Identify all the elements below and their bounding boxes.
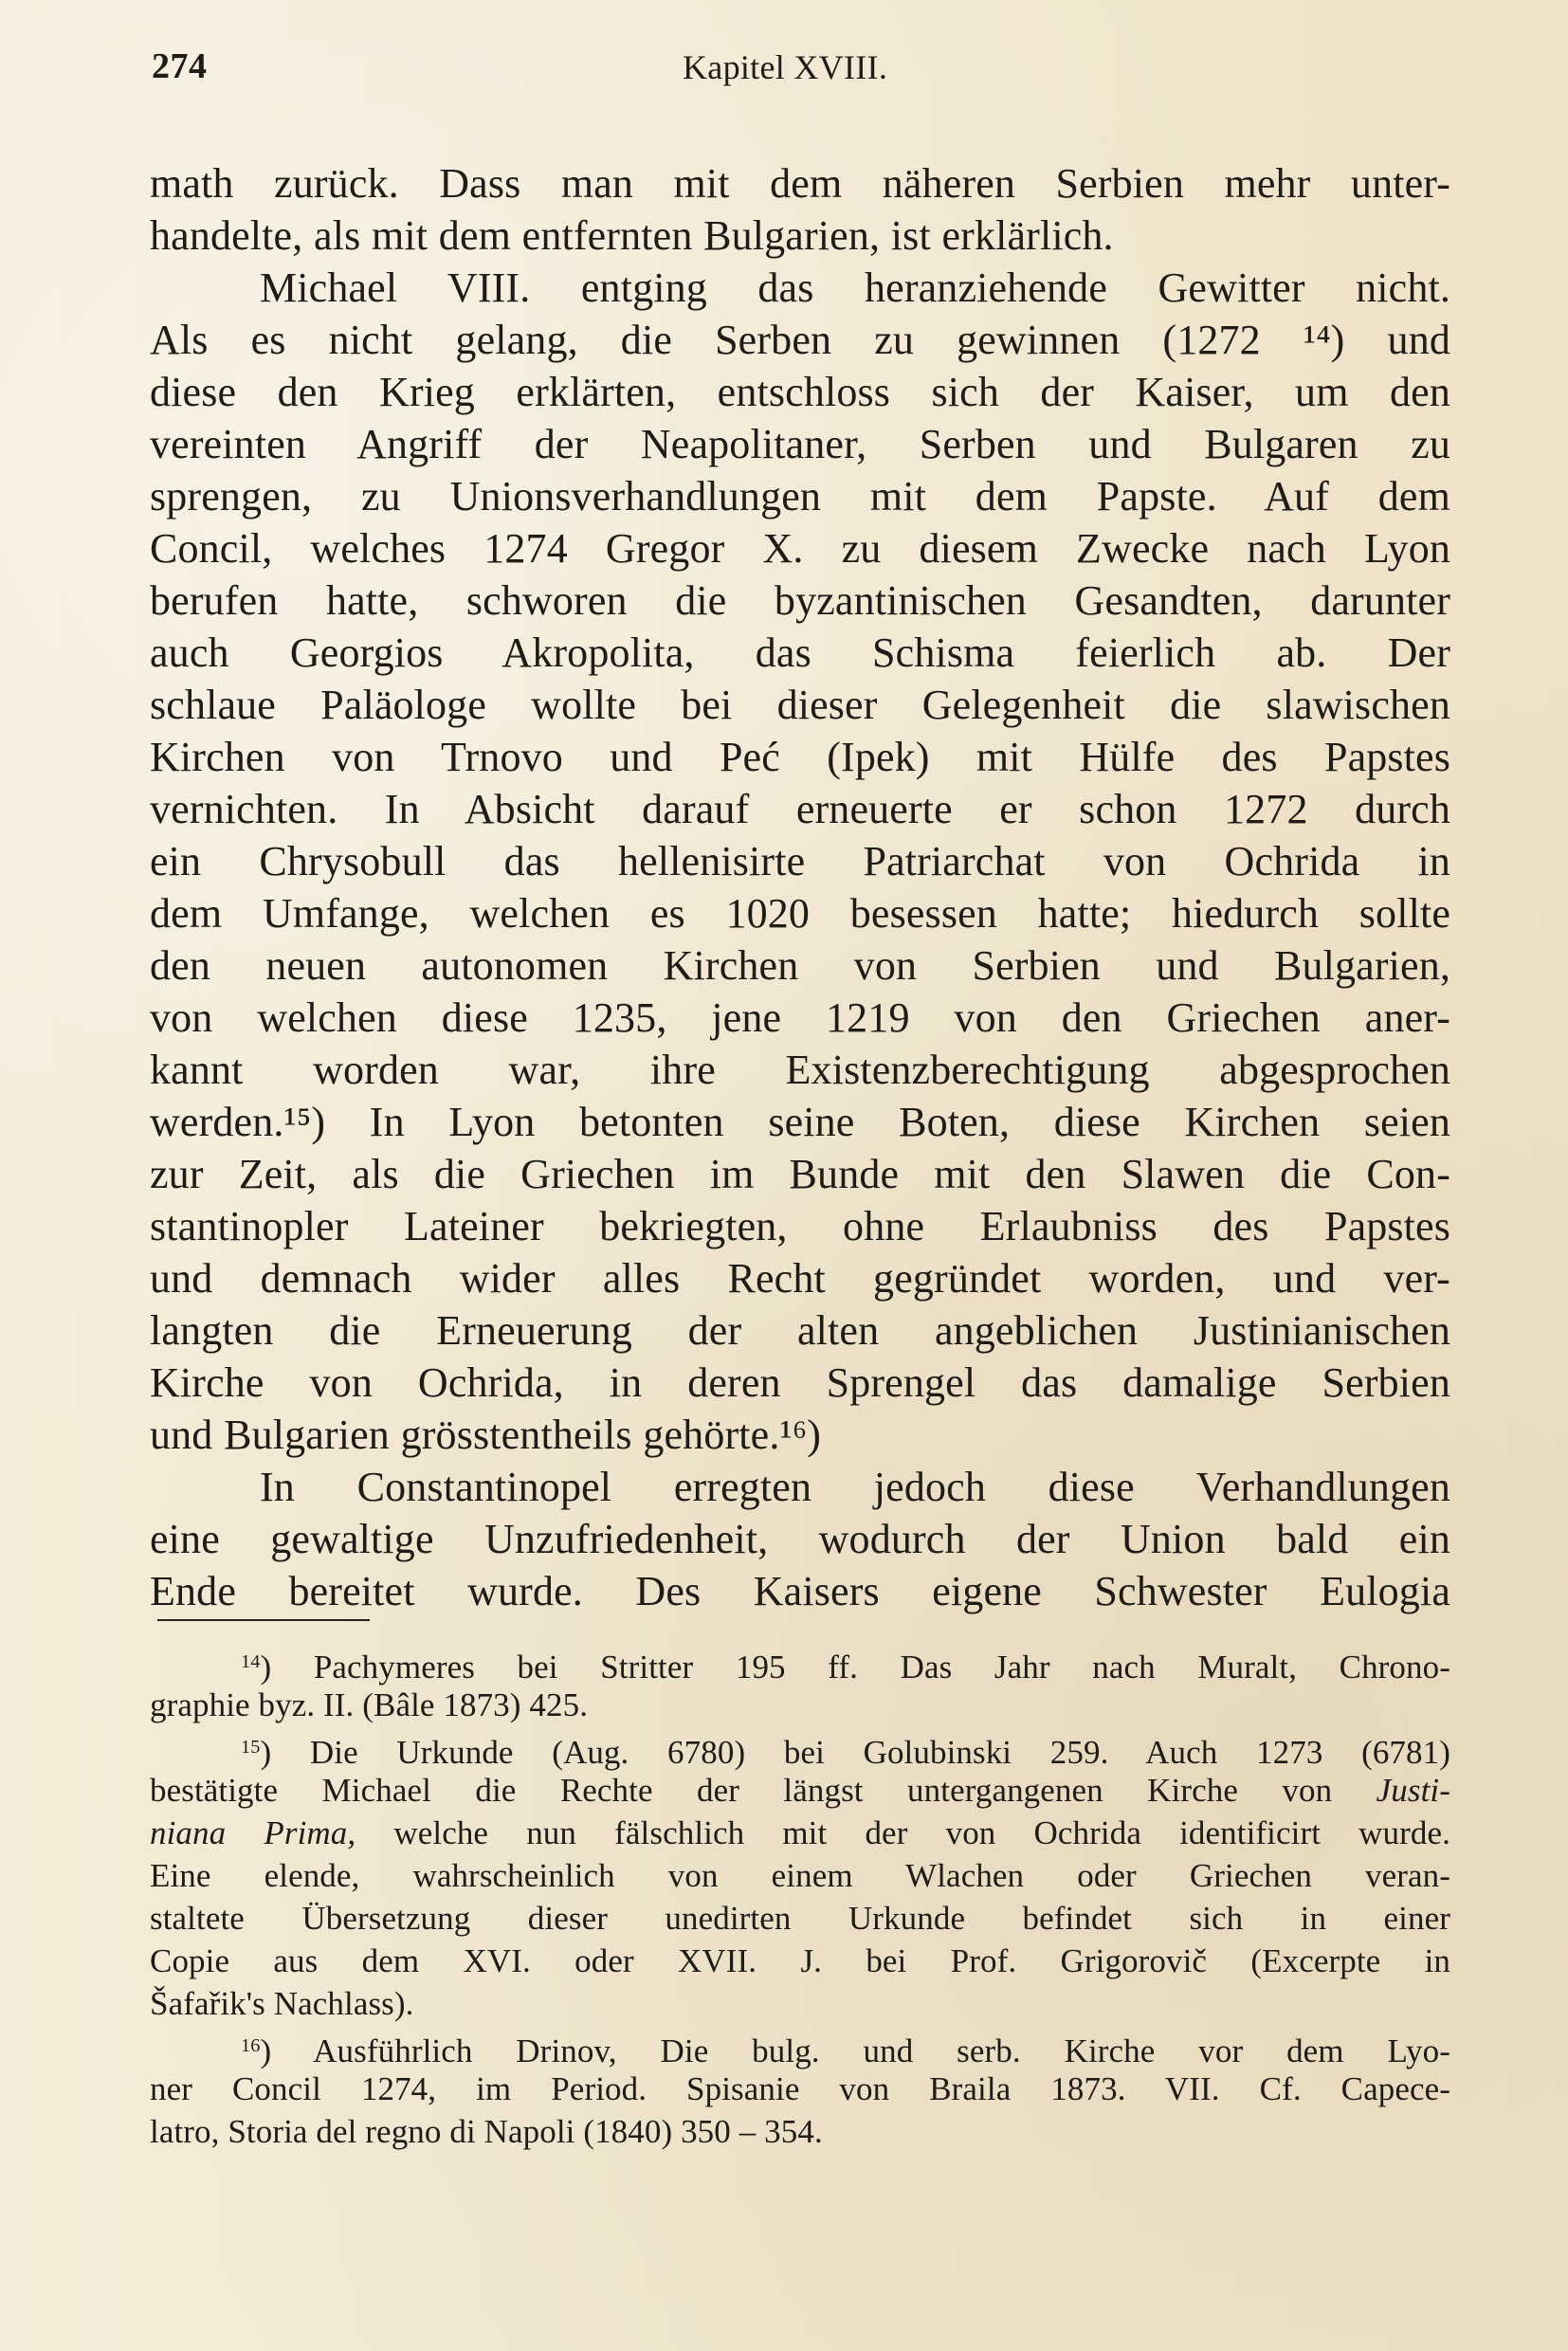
text-line: vereinten Angriff der Neapolitaner, Serben und Bulgaren zu xyxy=(150,421,1450,467)
footnote-14-line: graphie byz. II. (Bâle 1873) 425. xyxy=(150,1686,589,1723)
footnote-14-line xyxy=(150,1641,1450,1684)
text-line: langten die Erneuerung der alten angeblichen Justinianischen xyxy=(150,1307,1450,1354)
text-line: sprengen, zu Unionsverhandlungen mit dem Papste. Auf dem xyxy=(150,473,1450,519)
footnotes xyxy=(150,1641,1450,2153)
footnote-15-line xyxy=(150,1812,1450,1854)
text-line: eine gewaltige Unzufriedenheit, wodurch der Union bald ein xyxy=(150,1516,1450,1562)
footnote-text: bestätigte Michael die Rechte der längst untergangenen Kirche von xyxy=(150,1772,1377,1809)
text-line: diese den Krieg erklärten, entschloss sich der Kaiser, um den xyxy=(150,369,1450,415)
text-line: math zurück. Dass man mit dem näheren Serbien mehr unter- xyxy=(150,160,1450,207)
footnote-divider xyxy=(157,1619,370,1621)
footnote-16-line xyxy=(150,2025,1450,2068)
footnote-15-line: Šafařik's Nachlass). xyxy=(150,1985,414,2022)
text-line: Als es nicht gelang, die Serben zu gewinnen (1272 ¹⁴) und xyxy=(150,317,1450,363)
text-line: schlaue Paläologe wollte bei dieser Gelegenheit die slawischen xyxy=(150,682,1450,728)
text-line: handelte, als mit dem entfernten Bulgarien, ist erklärlich. xyxy=(150,212,1114,259)
footnote-number: 14 xyxy=(241,1651,261,1672)
text-line: berufen hatte, schworen die byzantinischen Gesandten, darunter xyxy=(150,577,1450,624)
page-header xyxy=(152,46,1422,102)
text-line: auch Georgios Akropolita, das Schisma feierlich ab. Der xyxy=(150,629,1450,676)
text-line: dem Umfange, welchen es 1020 besessen hatte; hiedurch sollte xyxy=(150,890,1450,937)
running-title: Kapitel XVIII. xyxy=(683,48,888,86)
main-text xyxy=(150,157,1450,1617)
footnote-italic-text: niana Prima, xyxy=(150,1814,356,1851)
text-line: Kirchen von Trnovo und Peć (Ipek) mit Hülfe des Papstes xyxy=(150,734,1450,780)
footnote-16-line: ner Concil 1274, im Period. Spisanie von Braila 1873. VII. Cf. Capece- xyxy=(150,2070,1450,2107)
footnote-15-line: Eine elende, wahrscheinlich von einem Wlachen oder Griechen veran- xyxy=(150,1857,1450,1894)
footnote-16-line: latro, Storia del regno di Napoli (1840) 350 – 354. xyxy=(150,2113,823,2150)
text-line: Concil, welches 1274 Gregor X. zu diesem Zwecke nach Lyon xyxy=(150,525,1450,572)
text-line: Ende bereitet wurde. Des Kaisers eigene Schwester Eulogia xyxy=(150,1568,1450,1614)
footnote-15-line xyxy=(150,1726,1450,1772)
text-line: zur Zeit, als die Griechen im Bunde mit den Slawen die Con- xyxy=(150,1151,1450,1197)
text-line: und demnach wider alles Recht gegründet worden, und ver- xyxy=(150,1255,1450,1302)
text-line: In Constantinopel erregten jedoch diese Verhandlungen xyxy=(260,1464,1450,1510)
footnote-text: ) Die Urkunde (Aug. 6780) bei Golubinski 259. Auch 1273 (6781) xyxy=(260,1734,1450,1772)
page-number: 274 xyxy=(152,46,208,86)
text-line: ein Chrysobull das hellenisirte Patriarchat von Ochrida in xyxy=(150,838,1450,884)
footnote-text: welche nun fälschlich mit der von Ochrida identificirt wurde. xyxy=(356,1814,1450,1851)
text-line: von welchen diese 1235, jene 1219 von den Griechen aner- xyxy=(150,994,1450,1041)
footnote-15-line: Copie aus dem XVI. oder XVII. J. bei Prof. Grigorovič (Excerpte in xyxy=(150,1942,1450,1979)
footnote-15-line: staltete Übersetzung dieser unedirten Urkunde befindet sich in einer xyxy=(150,1900,1450,1937)
text-line: kannt worden war, ihre Existenzberechtigung abgesprochen xyxy=(150,1047,1450,1093)
text-line: vernichten. In Absicht darauf erneuerte er schon 1272 durch xyxy=(150,786,1450,832)
text-line: Michael VIII. entging das heranziehende Gewitter nicht. xyxy=(260,264,1450,311)
footnote-number: 16 xyxy=(241,2035,261,2056)
footnote-italic-text: Justi- xyxy=(1376,1772,1450,1809)
text-line: stantinopler Lateiner bekriegten, ohne Erlaubniss des Papstes xyxy=(150,1203,1450,1249)
text-line: Kirche von Ochrida, in deren Sprengel das damalige Serbien xyxy=(150,1359,1450,1406)
text-line: werden.¹⁵) In Lyon betonten seine Boten, diese Kirchen seien xyxy=(150,1099,1450,1145)
footnote-text: ) Ausführlich Drinov, Die bulg. und serb. Kirche vor dem Lyo- xyxy=(260,2032,1450,2070)
text-line: und Bulgarien grösstentheils gehörte.¹⁶) xyxy=(150,1412,822,1458)
text-line: den neuen autonomen Kirchen von Serbien und Bulgarien, xyxy=(150,942,1450,989)
footnote-15-line xyxy=(150,1769,1450,1812)
footnote-number: 15 xyxy=(241,1737,261,1758)
footnote-text: ) Pachymeres bei Stritter 195 ff. Das Jahr nach Muralt, Chrono- xyxy=(260,1649,1450,1686)
